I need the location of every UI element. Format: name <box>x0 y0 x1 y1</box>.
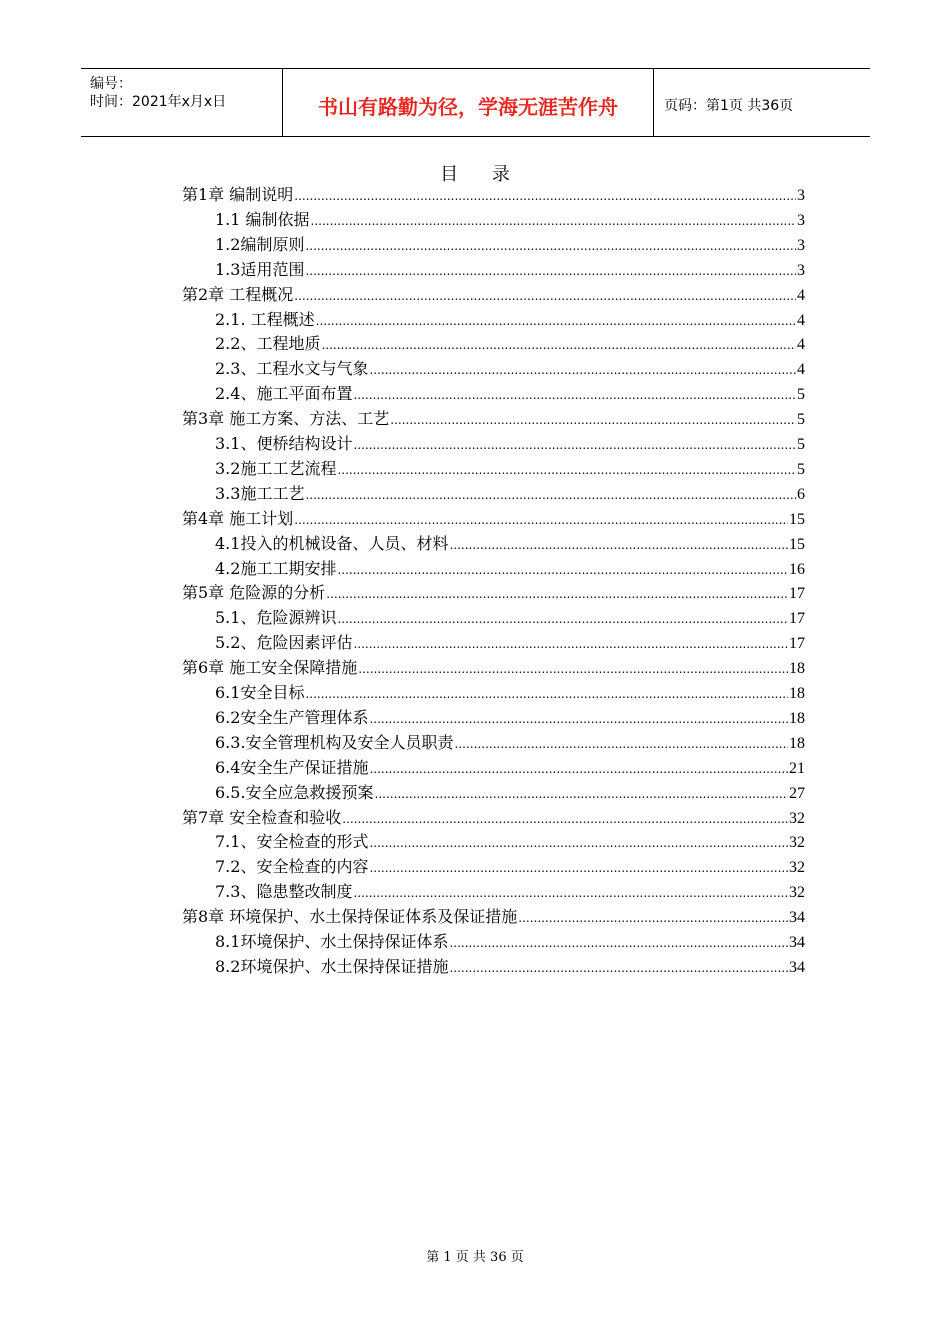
toc-section-entry[interactable] <box>215 457 805 481</box>
toc-chapter-entry[interactable] <box>182 407 805 431</box>
page-footer: 第 1 页 共 36 页 <box>426 1250 524 1265</box>
toc-entry-title: 6.5.安全应急救援预案 <box>215 782 374 802</box>
toc-entry-title: 7.2、安全检查的内容 <box>215 857 369 877</box>
document-time: 时间：2021年x月x日 <box>90 94 227 110</box>
toc-entry-page: 34 <box>789 934 805 951</box>
toc-entry-title: 4.1投入的机械设备、人员、材料 <box>215 533 449 553</box>
toc-section-entry[interactable] <box>215 357 805 381</box>
toc-entry-page: 3 <box>797 211 805 229</box>
toc-chapter-entry[interactable] <box>182 656 805 680</box>
toc-entry-title: 3.1、便桥结构设计 <box>215 434 353 453</box>
toc-section-entry[interactable] <box>215 681 805 705</box>
toc-entry-page: 5 <box>797 386 805 404</box>
toc-dot-leader <box>390 408 796 432</box>
toc-section-entry[interactable] <box>215 332 805 356</box>
toc-entry-page: 34 <box>789 958 805 976</box>
toc-title: 目 录 <box>440 164 510 185</box>
toc-entry-title: 4.2施工工期安排 <box>215 558 337 578</box>
toc-dot-leader <box>321 333 796 357</box>
toc-dot-leader <box>353 383 796 407</box>
header-left-cell <box>81 69 281 136</box>
toc-entry-page: 6 <box>797 485 805 503</box>
toc-section-entry[interactable] <box>215 258 805 282</box>
toc-entry-page: 17 <box>789 585 805 603</box>
toc-entry-page: 18 <box>789 709 805 727</box>
toc-entry-page: 34 <box>789 909 805 927</box>
header-slogan: 书山有路勤为径，学海无涯苦作舟 <box>318 95 618 119</box>
toc-dot-leader <box>337 607 788 631</box>
toc-chapter-entry[interactable] <box>182 806 805 830</box>
toc-entry-page: 17 <box>789 610 805 628</box>
toc-section-entry[interactable] <box>215 308 805 332</box>
toc-dot-leader <box>455 732 788 756</box>
toc-entry-page: 4 <box>797 336 805 354</box>
toc-entry-page: 5 <box>797 411 805 429</box>
toc-dot-leader <box>449 533 788 557</box>
toc-section-entry[interactable] <box>215 731 805 755</box>
toc-section-entry[interactable] <box>215 880 805 904</box>
toc-entry-title: 1.1 编制依据 <box>215 209 310 229</box>
toc-entry-title: 6.2安全生产管理体系 <box>215 707 369 727</box>
toc-dot-leader <box>353 632 788 656</box>
toc-entry-page: 4 <box>797 286 805 304</box>
toc-entry-page: 32 <box>789 809 805 827</box>
toc-section-entry[interactable] <box>215 208 805 232</box>
toc-entry-title: 2.3、工程水文与气象 <box>215 359 369 379</box>
toc-dot-leader <box>311 209 796 233</box>
toc-section-entry[interactable] <box>215 606 805 630</box>
toc-dot-leader <box>294 184 796 208</box>
toc-entry-title: 7.3、隐患整改制度 <box>215 882 353 902</box>
toc-entry-title: 第1章 编制说明 <box>182 185 294 204</box>
toc-entry-page: 15 <box>789 535 805 553</box>
toc-entry-page: 3 <box>797 236 805 254</box>
toc-dot-leader <box>294 284 796 308</box>
toc-entry-page: 32 <box>789 834 805 852</box>
toc-entry-title: 1.3适用范围 <box>215 259 305 279</box>
toc-entry-page: 18 <box>789 660 805 678</box>
toc-entry-page: 4 <box>797 311 805 329</box>
toc-section-entry[interactable] <box>215 756 805 780</box>
toc-section-entry[interactable] <box>215 532 805 556</box>
toc-entry-page: 3 <box>797 261 805 279</box>
toc-dot-leader <box>326 582 788 606</box>
toc-entry-page: 15 <box>789 510 805 528</box>
toc-section-entry[interactable] <box>215 432 805 456</box>
toc-dot-leader <box>316 309 796 333</box>
toc-section-entry[interactable] <box>215 631 805 655</box>
toc-dot-leader <box>518 906 788 930</box>
toc-entry-title: 2.4、施工平面布置 <box>215 384 353 404</box>
toc-dot-leader <box>369 358 796 382</box>
header-right-cell <box>654 69 870 136</box>
toc-entry-page: 21 <box>789 759 805 777</box>
document-number: 编号： <box>90 76 132 92</box>
toc-dot-leader <box>353 433 796 457</box>
toc-section-entry[interactable] <box>215 233 805 257</box>
toc-section-entry[interactable] <box>215 706 805 730</box>
toc-dot-leader <box>353 881 788 905</box>
toc-dot-leader <box>449 931 788 955</box>
toc-section-entry[interactable] <box>215 557 805 581</box>
toc-entry-title: 6.1安全目标 <box>215 683 305 702</box>
toc-chapter-entry[interactable] <box>182 905 805 929</box>
toc-dot-leader <box>337 558 788 582</box>
toc-dot-leader <box>358 657 788 681</box>
toc-entry-title: 第4章 施工计划 <box>182 508 294 528</box>
toc-section-entry[interactable] <box>215 855 805 879</box>
toc-entry-title: 3.3施工工艺 <box>215 483 305 503</box>
toc-dot-leader <box>449 956 788 980</box>
toc-entry-title: 第7章 安全检查和验收 <box>182 807 342 827</box>
toc-entry-title: 5.1、危险源辨识 <box>215 608 337 628</box>
toc-dot-leader <box>375 782 788 806</box>
toc-entry-title: 6.4安全生产保证措施 <box>215 757 369 777</box>
toc-section-entry[interactable] <box>215 930 805 954</box>
toc-entry-page: 5 <box>797 436 805 453</box>
toc-entry-title: 第3章 施工方案、方法、工艺 <box>182 409 390 429</box>
toc-entry-page: 18 <box>789 685 805 702</box>
toc-chapter-entry[interactable] <box>182 283 805 307</box>
toc-section-entry[interactable] <box>215 482 805 506</box>
toc-entry-title: 第5章 危险源的分析 <box>182 583 326 603</box>
toc-entry-title: 3.2施工工艺流程 <box>215 458 337 478</box>
header-page-info: 页码：第1页 共36页 <box>664 98 794 114</box>
toc-section-entry[interactable] <box>215 955 805 979</box>
toc-entry-page: 16 <box>789 560 805 578</box>
toc-dot-leader <box>305 234 796 258</box>
toc-entry-page: 17 <box>789 635 805 653</box>
toc-dot-leader <box>369 856 788 880</box>
toc-entry-title: 第2章 工程概况 <box>182 284 294 304</box>
toc-dot-leader <box>305 682 788 706</box>
toc-entry-title: 2.2、工程地质 <box>215 334 321 354</box>
toc-entry-page: 4 <box>797 361 805 379</box>
toc-dot-leader <box>342 807 788 831</box>
toc-dot-leader <box>305 483 796 507</box>
toc-dot-leader <box>294 508 788 532</box>
toc-section-entry[interactable] <box>215 781 805 805</box>
toc-dot-leader <box>305 259 796 283</box>
toc-dot-leader <box>369 707 788 731</box>
toc-dot-leader <box>337 458 796 482</box>
toc-dot-leader <box>369 831 788 855</box>
header-center-cell <box>282 69 654 136</box>
toc-section-entry[interactable] <box>215 382 805 406</box>
toc-entry-title: 1.2编制原则 <box>215 234 305 254</box>
toc-entry-page: 18 <box>789 734 805 752</box>
toc-entry-title: 第8章 环境保护、水土保持保证体系及保证措施 <box>182 907 518 927</box>
toc-entry-title: 7.1、安全检查的形式 <box>215 832 369 852</box>
toc-entry-title: 5.2、危险因素评估 <box>215 633 353 653</box>
toc-entry-page: 32 <box>789 859 805 877</box>
toc-chapter-entry[interactable] <box>182 581 805 605</box>
toc-section-entry[interactable] <box>215 830 805 854</box>
toc-entry-page: 3 <box>797 187 805 204</box>
toc-dot-leader <box>369 757 788 781</box>
toc-entry-title: 8.1环境保护、水土保持保证体系 <box>215 932 449 951</box>
page-header <box>81 68 870 137</box>
toc-entry-title: 第6章 施工安全保障措施 <box>182 658 358 678</box>
toc-entry-title: 2.1. 工程概述 <box>215 309 315 329</box>
toc-entry-page: 27 <box>789 784 805 802</box>
toc-chapter-entry[interactable] <box>182 183 805 207</box>
toc-entry-page: 5 <box>797 460 805 478</box>
toc-entry-page: 32 <box>789 884 805 902</box>
toc-entry-title: 6.3.安全管理机构及安全人员职责 <box>215 732 454 752</box>
toc-chapter-entry[interactable] <box>182 507 805 531</box>
toc-entry-title: 8.2环境保护、水土保持保证措施 <box>215 956 449 976</box>
